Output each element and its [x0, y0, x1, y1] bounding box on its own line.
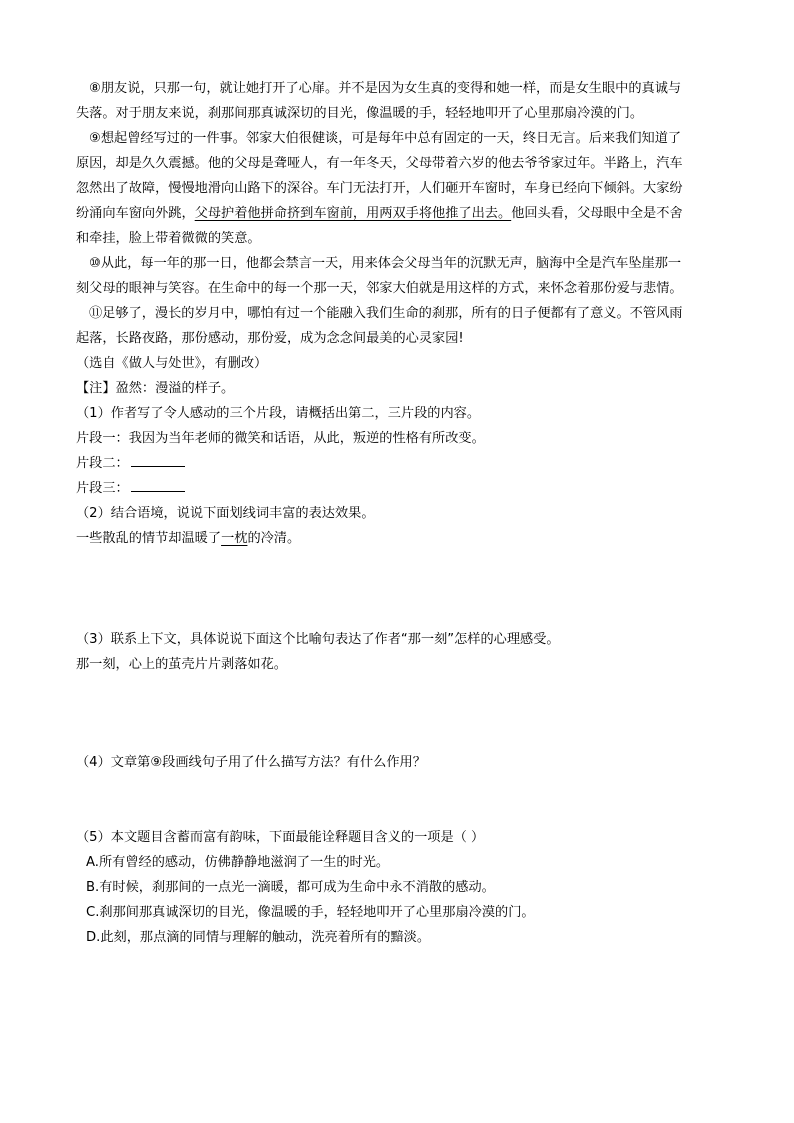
- paragraph-8-line-1: ⑧朋友说，只那一句，就让她打开了心扉。并不是因为女生真的变得和她一样，而是女生眼中的真诚与: [89, 81, 682, 96]
- question-4-prompt: （4）文章第⑨段画线句子用了什么描写方法？有什么作用？: [76, 755, 426, 770]
- paragraph-9-line-3: 忽然出了故障，慢慢地滑向山路下的深谷。车门无法打开，人们砸开车窗时，车身已经向下倾斜。大家纷: [76, 181, 683, 196]
- paragraph-10-line-2: 刻父母的眼神与笑容。在生命中的每一个那一天，邻家大伯就是用这样的方式，来怀念着那份爱与悲情。: [76, 281, 683, 296]
- question-3-sentence: 那一刻，心上的茧壳片片剥落如花。: [76, 657, 287, 672]
- paragraph-8-line-2: 失落。对于朋友来说，刹那间那真诚深切的目光，像温暖的手，轻轻地叩开了心里那扇冷漠的门。: [76, 106, 644, 121]
- fragment-3-answer-blank[interactable]: [131, 476, 185, 492]
- fragment-2-label: 片段二：: [76, 456, 129, 471]
- question-2-sentence-end: 的冷清。: [247, 531, 301, 546]
- underlined-sentence: 父母护着他拼命挤到车窗前，用两双手将他推了出去。: [194, 206, 512, 221]
- paragraph-11-line-2: 起落，长路夜路，那份感动，那份爱，成为念念间最美的心灵家园!: [76, 331, 464, 346]
- paragraph-9-line-4-end: 他回头看，父母眼中全是不舍: [511, 206, 683, 221]
- paragraph-9-line-4-start: 纷涌向车窗向外跳，: [76, 206, 195, 221]
- source-citation: （选自《做人与处世》，有删改）: [76, 356, 268, 371]
- question-2-sentence-start: 一些散乱的情节却温暖了: [76, 531, 222, 546]
- option-a[interactable]: A.所有曾经的感动，仿佛静静地滋润了一生的时光。: [86, 855, 390, 870]
- paragraph-9-line-5: 和牵挂，脸上带着微微的笑意。: [76, 231, 261, 246]
- paragraph-10-line-1: ⑩从此，每一年的那一日，他都会禁言一天，用来体会父母当年的沉默无声，脑海中全是汽车坠崖那一: [89, 256, 682, 271]
- paragraph-9-line-4: [76, 201, 721, 226]
- paragraph-9-line-1: ⑨想起曾经写过的一件事。邻家大伯很健谈，可是每年中总有固定的一天，终日无言。后来我们知道了: [89, 131, 682, 146]
- question-3-prompt: （3）联系上下文，具体说说下面这个比喻句表达了作者“那一刻”怎样的心理感受。: [76, 632, 560, 647]
- option-b[interactable]: B.有时候，刹那间的一点光一滴暖，都可成为生命中永不消散的感动。: [86, 880, 495, 895]
- option-c[interactable]: C.刹那间那真诚深切的目光，像温暖的手，轻轻地叩开了心里那扇冷漠的门。: [86, 905, 535, 920]
- option-d[interactable]: D.此刻，那点滴的同情与理解的触动，洗亮着所有的黯淡。: [86, 930, 431, 945]
- question-2-prompt: （2）结合语境，说说下面划线词丰富的表达效果。: [76, 506, 375, 521]
- question-5-prompt: （5）本文题目含蓄而富有韵味，下面最能诠释题目含义的一项是（ ）: [76, 830, 485, 845]
- fragment-2-row: [76, 451, 721, 476]
- paragraph-9-line-2: 原因，却是久久震撼。他的父母是聋哑人，有一年冬天，父母带着六岁的他去爷爷家过年。半路上，汽车: [76, 156, 683, 171]
- paragraph-11-line-1: ⑪足够了，漫长的岁月中，哪怕有过一个能融入我们生命的刹那，所有的日子便都有了意义。不管风雨: [89, 306, 683, 321]
- underlined-word: 一枕: [221, 531, 248, 546]
- question-2-sentence: [76, 526, 721, 551]
- question-1-prompt: （1）作者写了令人感动的三个片段，请概括出第二，三片段的内容。: [76, 406, 481, 421]
- annotation-note: 【注】盈然：漫溢的样子。: [76, 381, 235, 396]
- fragment-3-row: [76, 476, 721, 501]
- fragment-2-answer-blank[interactable]: [131, 451, 185, 467]
- fragment-1-text: 片段一：我因为当年老师的微笑和话语，从此，叛逆的性格有所改变。: [76, 431, 485, 446]
- fragment-3-label: 片段三：: [76, 481, 129, 496]
